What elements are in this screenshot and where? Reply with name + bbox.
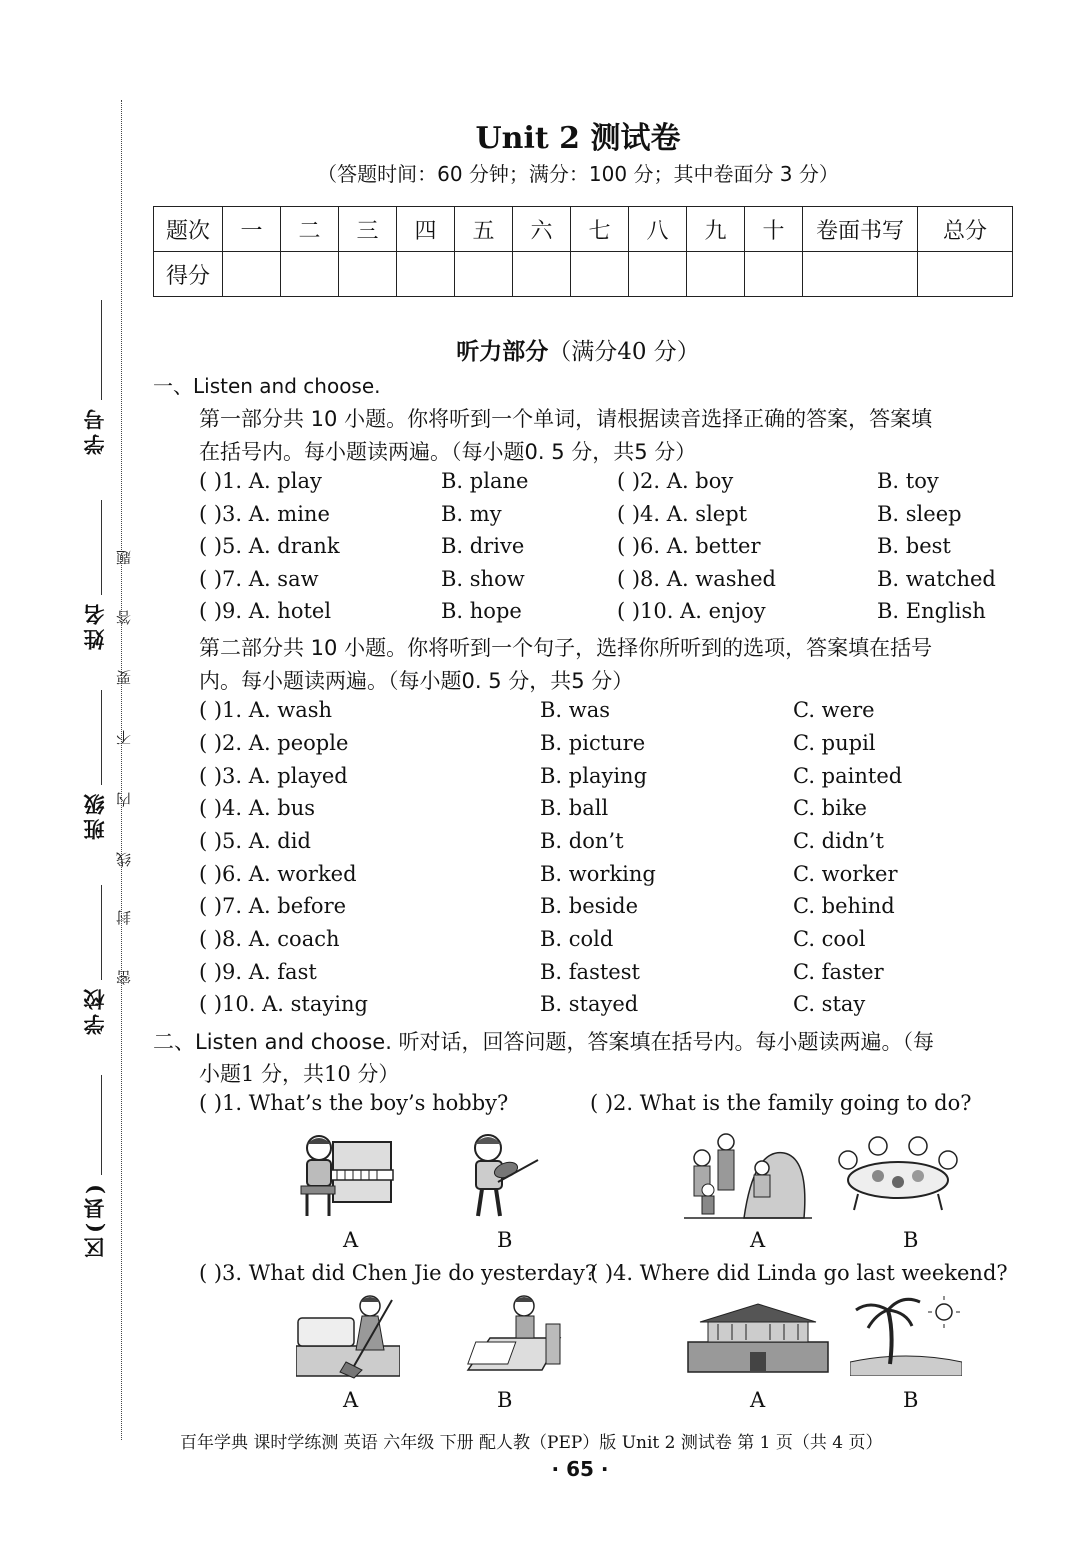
option-b: B. watched (877, 567, 996, 591)
score-cell: 八 (629, 207, 687, 252)
option-b: B. plane (441, 469, 529, 493)
seal-note-char: 不 (115, 728, 133, 745)
choice-label-b: B (903, 1388, 919, 1412)
question-item[interactable]: ( )4. A. bus (199, 796, 316, 820)
score-input-cell[interactable] (281, 252, 339, 297)
option-b: B. hope (441, 599, 522, 623)
question-item[interactable]: ( )4. A. slept (617, 502, 748, 526)
question-item[interactable]: ( )7. A. saw (199, 567, 319, 591)
score-cell: 六 (513, 207, 571, 252)
option-b: B. best (877, 534, 951, 558)
page-number: · 65 · (551, 1457, 609, 1481)
score-input-cell[interactable] (571, 252, 629, 297)
question-item[interactable]: ( )5. A. drank (199, 534, 340, 558)
question-item[interactable]: ( )6. A. worked (199, 862, 357, 886)
choice-label-b: B (497, 1388, 513, 1412)
score-input-cell[interactable] (687, 252, 745, 297)
listening-heading-text: 听力部分 (456, 339, 549, 365)
section-two-instruction: 小题1 分，共10 分） (199, 1062, 400, 1086)
side-label-name: 姓名 (82, 600, 107, 650)
fill-line-school[interactable] (101, 885, 102, 980)
question-item[interactable]: ( )10. A. staying (199, 992, 368, 1016)
side-label-district: 区(县) (82, 1180, 107, 1258)
score-cell: 九 (687, 207, 745, 252)
option-b: B. toy (877, 469, 939, 493)
score-cell: 二 (281, 207, 339, 252)
violin-boy-picture[interactable] (458, 1130, 543, 1220)
beach-palm-picture[interactable] (850, 1292, 962, 1376)
fill-line-district[interactable] (101, 1075, 102, 1175)
question-item[interactable]: ( )2. What is the family going to do? (590, 1091, 972, 1115)
question-item[interactable]: ( )4. Where did Linda go last weekend? (590, 1261, 1008, 1285)
side-label-class: 班级 (82, 790, 107, 840)
question-item[interactable]: ( )5. A. did (199, 829, 311, 853)
choice-label-a: A (750, 1228, 766, 1252)
option-c: C. didn’t (793, 829, 884, 853)
listening-heading (0, 333, 1080, 366)
choice-label-b: B (497, 1228, 513, 1252)
option-c: C. faster (793, 960, 884, 984)
fill-line-name[interactable] (101, 500, 102, 595)
seal-note-char: 要 (115, 668, 133, 685)
option-c: C. cool (793, 927, 866, 951)
option-b: B. was (540, 698, 611, 722)
option-c: C. were (793, 698, 875, 722)
score-table-header-row (154, 207, 1013, 252)
score-cell: 十 (745, 207, 803, 252)
side-label-school: 学校 (82, 985, 107, 1035)
score-input-cell[interactable] (918, 252, 1013, 297)
option-b: B. my (441, 502, 502, 526)
question-item[interactable]: ( )2. A. boy (617, 469, 734, 493)
score-cell: 题次 (154, 207, 223, 252)
question-item[interactable]: ( )1. What’s the boy’s hobby? (199, 1091, 509, 1115)
question-item[interactable]: ( )3. A. played (199, 764, 348, 788)
seal-note-char: 密 (115, 968, 133, 985)
option-b: B. ball (540, 796, 609, 820)
option-b: B. stayed (540, 992, 639, 1016)
score-cell: 三 (339, 207, 397, 252)
option-c: C. bike (793, 796, 867, 820)
part-one-instruction: 在括号内。每小题读两遍。（每小题0. 5 分，共5 分） (199, 440, 697, 464)
score-cell: 五 (455, 207, 513, 252)
option-c: C. stay (793, 992, 866, 1016)
score-table (153, 206, 1013, 297)
page-footer: 百年学典 课时学练测 英语 六年级 下册 配人教（PEP）版 Unit 2 测试卷 第 1 页（共 4 页） (180, 1433, 883, 1453)
option-c: C. pupil (793, 731, 876, 755)
score-input-cell[interactable] (223, 252, 281, 297)
section-two-instruction: 二、Listen and choose. 听对话，回答问题，答案填在括号内。每小题读两遍。（每 (153, 1030, 935, 1054)
page-title: Unit 2 测试卷 (475, 121, 681, 156)
question-item[interactable]: ( )7. A. before (199, 894, 347, 918)
option-b: B. drive (441, 534, 525, 558)
option-b: B. beside (540, 894, 639, 918)
side-label-student-id: 学号 (82, 405, 107, 455)
score-table-score-row (154, 252, 1013, 297)
family-dinner-picture[interactable] (828, 1132, 966, 1212)
question-item[interactable]: ( )6. A. better (617, 534, 761, 558)
option-b: B. don’t (540, 829, 624, 853)
choice-label-a: A (750, 1388, 766, 1412)
question-item[interactable]: ( )9. A. hotel (199, 599, 332, 623)
option-c: C. painted (793, 764, 903, 788)
score-input-cell[interactable] (339, 252, 397, 297)
choice-label-a: A (343, 1228, 359, 1252)
seal-note-char: 答 (115, 608, 133, 625)
fill-line-class[interactable] (101, 690, 102, 785)
listening-heading-note: （满分40 分） (548, 339, 700, 365)
option-b: B. English (877, 599, 986, 623)
score-cell: 一 (223, 207, 281, 252)
family-picnic-picture[interactable] (684, 1128, 812, 1220)
score-input-cell[interactable] (745, 252, 803, 297)
question-item[interactable]: ( )1. A. play (199, 469, 322, 493)
question-item[interactable]: ( )3. What did Chen Jie do yesterday? (199, 1261, 597, 1285)
seal-note-char: 封 (115, 908, 133, 925)
score-cell: 四 (397, 207, 455, 252)
score-input-cell[interactable] (455, 252, 513, 297)
score-input-cell[interactable] (803, 252, 918, 297)
option-c: C. behind (793, 894, 895, 918)
score-cell: 七 (571, 207, 629, 252)
question-item[interactable]: ( )10. A. enjoy (617, 599, 766, 623)
question-item[interactable]: ( )8. A. washed (617, 567, 776, 591)
part-two-instruction: 第二部分共 10 小题。你将听到一个句子，选择你所听到的选项，答案填在括号 (199, 636, 933, 660)
part-two-instruction: 内。每小题读两遍。（每小题0. 5 分，共5 分） (199, 669, 634, 693)
option-b: B. picture (540, 731, 646, 755)
girl-drawing-picture[interactable] (464, 1292, 564, 1380)
seal-note-char: 题 (115, 548, 133, 565)
binding-dotted-line (121, 100, 122, 1440)
option-b: B. playing (540, 764, 648, 788)
part-one-instruction: 第一部分共 10 小题。你将听到一个单词，请根据读音选择正确的答案，答案填 (199, 407, 933, 431)
score-cell: 总分 (918, 207, 1013, 252)
score-input-cell[interactable] (513, 252, 571, 297)
question-item[interactable]: ( )2. A. people (199, 731, 349, 755)
page-subtitle: （答题时间：60 分钟；满分：100 分；其中卷面分 3 分） (317, 162, 839, 186)
question-item[interactable]: ( )3. A. mine (199, 502, 330, 526)
girl-sweeping-picture[interactable] (296, 1292, 400, 1380)
option-b: B. working (540, 862, 656, 886)
choice-label-a: A (343, 1388, 359, 1412)
question-item[interactable]: ( )8. A. coach (199, 927, 340, 951)
score-input-cell[interactable] (397, 252, 455, 297)
score-row-label: 得分 (154, 252, 223, 297)
option-b: B. cold (540, 927, 614, 951)
piano-boy-picture[interactable] (295, 1130, 395, 1220)
tiananmen-picture[interactable] (684, 1302, 832, 1378)
option-b: B. show (441, 567, 525, 591)
question-item[interactable]: ( )1. A. wash (199, 698, 333, 722)
choice-label-b: B (903, 1228, 919, 1252)
option-b: B. sleep (877, 502, 962, 526)
seal-note-char: 内 (115, 790, 133, 807)
seal-note-char: 线 (115, 850, 133, 867)
option-b: B. fastest (540, 960, 640, 984)
score-cell: 卷面书写 (803, 207, 918, 252)
section-one-title: 一、Listen and choose. (153, 374, 381, 398)
option-c: C. worker (793, 862, 898, 886)
question-item[interactable]: ( )9. A. fast (199, 960, 317, 984)
score-input-cell[interactable] (629, 252, 687, 297)
